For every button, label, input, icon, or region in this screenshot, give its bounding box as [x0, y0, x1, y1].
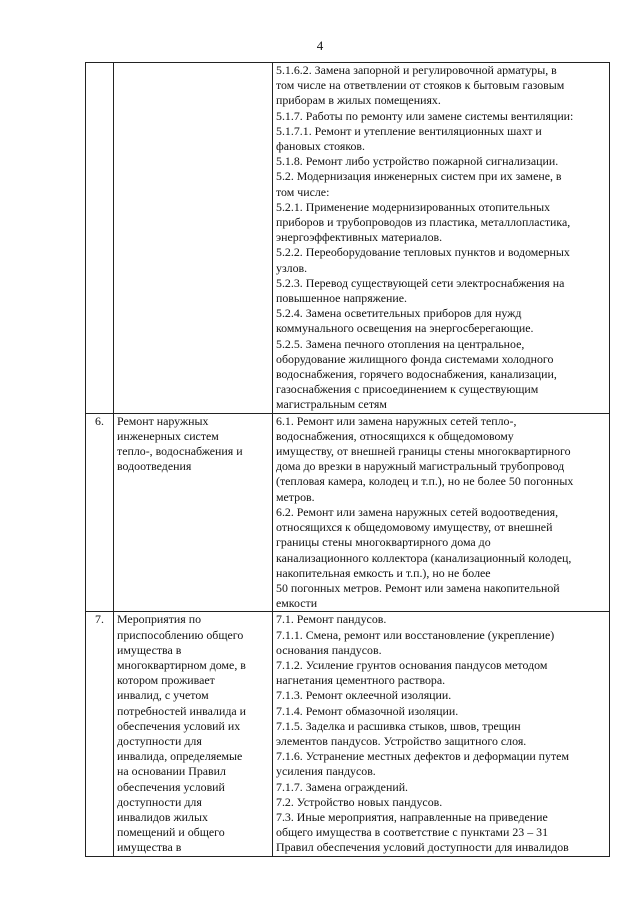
table-row — [86, 63, 610, 414]
work-type-line: инженерных систем — [117, 428, 219, 443]
works-table-body — [86, 63, 610, 857]
description-line: усиления пандусов. — [276, 764, 376, 779]
description-line: канализационного коллектора (канализационный колодец, — [276, 550, 572, 565]
work-type-line: водоотведения — [117, 459, 192, 474]
description-line: элементов пандусов. Устройство защитного слоя. — [276, 733, 527, 748]
work-type-line: инвалидов жилых — [117, 809, 208, 824]
description-line: оборудование жилищного фонда системами холодного — [276, 351, 554, 366]
description-line: газоснабжения с присоединением к существующим — [276, 382, 539, 397]
description-line: 7.1.3. Ремонт оклеечной изоляции. — [276, 688, 452, 703]
description-line: метров. — [276, 489, 315, 504]
description-line: повышенное напряжение. — [276, 291, 407, 306]
description-line: 7.1.6. Устранение местных дефектов и деформации путем — [276, 749, 569, 764]
description-line: 7.1. Ремонт пандусов. — [276, 612, 387, 627]
description-line: (тепловая камера, колодец и т.п.), но не более 50 погонных — [276, 474, 574, 489]
description-line: 5.1.7.1. Ремонт и утепление вентиляционных шахт и — [276, 123, 542, 138]
description-line: 5.2.1. Применение модернизированных отопительных — [276, 199, 551, 214]
description-line: нагнетания цементного раствора. — [276, 673, 446, 688]
work-type-line: тепло-, водоснабжения и — [117, 444, 243, 459]
description-line: приборов и трубопроводов из пластика, металлопластика, — [276, 215, 571, 230]
work-type-line: помещений и общего — [117, 825, 225, 840]
description-line: 7.3. Иные мероприятия, направленные на приведение — [276, 809, 548, 824]
description-line: 7.2. Устройство новых пандусов. — [276, 794, 443, 809]
description-line: узлов. — [276, 260, 308, 275]
description-line: 6.2. Ремонт или замена наружных сетей водоотведения, — [276, 504, 559, 519]
work-type-line: обеспечения условий их — [117, 718, 241, 733]
description-line: 5.1.7. Работы по ремонту или замене системы вентиляции: — [276, 108, 574, 123]
work-description — [273, 612, 610, 856]
description-line: накопительная емкость и т.п.), но не более — [276, 565, 491, 580]
work-type-name — [114, 63, 273, 414]
description-line: 5.2.4. Замена осветительных приборов для нужд — [276, 306, 522, 321]
work-type-line: Ремонт наружных — [117, 413, 209, 428]
description-line: фановых стояков. — [276, 139, 366, 154]
work-type-name — [114, 413, 273, 612]
table-row — [86, 413, 610, 612]
work-type-line: доступности для — [117, 733, 202, 748]
work-type-line: имущества в — [117, 642, 182, 657]
description-line: 7.1.7. Замена ограждений. — [276, 779, 409, 794]
page-number: 4 — [316, 38, 324, 53]
work-type-line: инвалид, с учетом — [117, 688, 209, 703]
description-line: 5.1.8. Ремонт либо устройство пожарной сигнализации. — [276, 154, 559, 169]
description-line: 5.2.2. Переоборудование тепловых пунктов и водомерных — [276, 245, 570, 260]
row-number: 6. — [86, 413, 114, 612]
description-line: основания пандусов. — [276, 642, 382, 657]
work-description — [273, 63, 610, 414]
description-line: приборам в жилых помещениях. — [276, 93, 441, 108]
description-line: 5.2.3. Перевод существующей сети электроснабжения на — [276, 275, 565, 290]
description-line: 50 погонных метров. Ремонт или замена накопительной — [276, 580, 560, 595]
row-number: 7. — [86, 612, 114, 856]
work-type-line: инвалида, определяемые — [117, 749, 243, 764]
work-type-line: обеспечения условий — [117, 779, 225, 794]
work-description — [273, 413, 610, 612]
row-number — [86, 63, 114, 414]
description-line: том числе на ответвлении от стояков к бытовым газовым — [276, 78, 565, 93]
description-line: общего имущества в соответствие с пунктами 23 – 31 — [276, 825, 549, 840]
description-line: 5.2.5. Замена печного отопления на центральное, — [276, 336, 525, 351]
description-line: 7.1.2. Усиление грунтов основания пандусов методом — [276, 657, 548, 672]
description-line: водоснабжения, горячего водоснабжения, канализации, — [276, 367, 557, 382]
work-type-line: доступности для — [117, 794, 202, 809]
description-line: границы стены многоквартирного дома до — [276, 535, 491, 550]
description-line: емкости — [276, 596, 318, 611]
description-line: 7.1.1. Смена, ремонт или восстановление (укрепление) — [276, 627, 555, 642]
work-type-name — [114, 612, 273, 856]
work-type-line: котором проживает — [117, 673, 215, 688]
description-line: коммунального освещения на энергосберегающие. — [276, 321, 534, 336]
description-line: энергоэффективных материалов. — [276, 230, 443, 245]
description-line: 5.2. Модернизация инженерных систем при их замене, в — [276, 169, 562, 184]
description-line: магистральным сетям — [276, 397, 387, 412]
description-line: водоснабжения, относящихся к общедомовому — [276, 428, 514, 443]
work-type-line: Мероприятия по — [117, 612, 202, 627]
description-line: Правил обеспечения условий доступности для инвалидов — [276, 840, 569, 855]
description-line: 7.1.4. Ремонт обмазочной изоляции. — [276, 703, 459, 718]
description-line: 6.1. Ремонт или замена наружных сетей тепло-, — [276, 413, 517, 428]
table-row — [86, 612, 610, 856]
works-table — [85, 62, 610, 857]
work-type-line: имущества в — [117, 840, 182, 855]
description-line: дома до врезки в наружный магистральный трубопровод — [276, 459, 565, 474]
description-line: 7.1.5. Заделка и расшивка стыков, швов, трещин — [276, 718, 521, 733]
description-line: том числе: — [276, 184, 330, 199]
work-type-line: потребностей инвалида и — [117, 703, 246, 718]
description-line: имуществу, от внешней границы стены многоквартирного — [276, 444, 571, 459]
description-line: 5.1.6.2. Замена запорной и регулировочной арматуры, в — [276, 63, 557, 77]
work-type-line: на основании Правил — [117, 764, 226, 779]
work-type-line: многоквартирном доме, в — [117, 657, 246, 672]
work-type-line: приспособлению общего — [117, 627, 244, 642]
description-line: относящихся к общедомовому имуществу, от внешней — [276, 520, 553, 535]
